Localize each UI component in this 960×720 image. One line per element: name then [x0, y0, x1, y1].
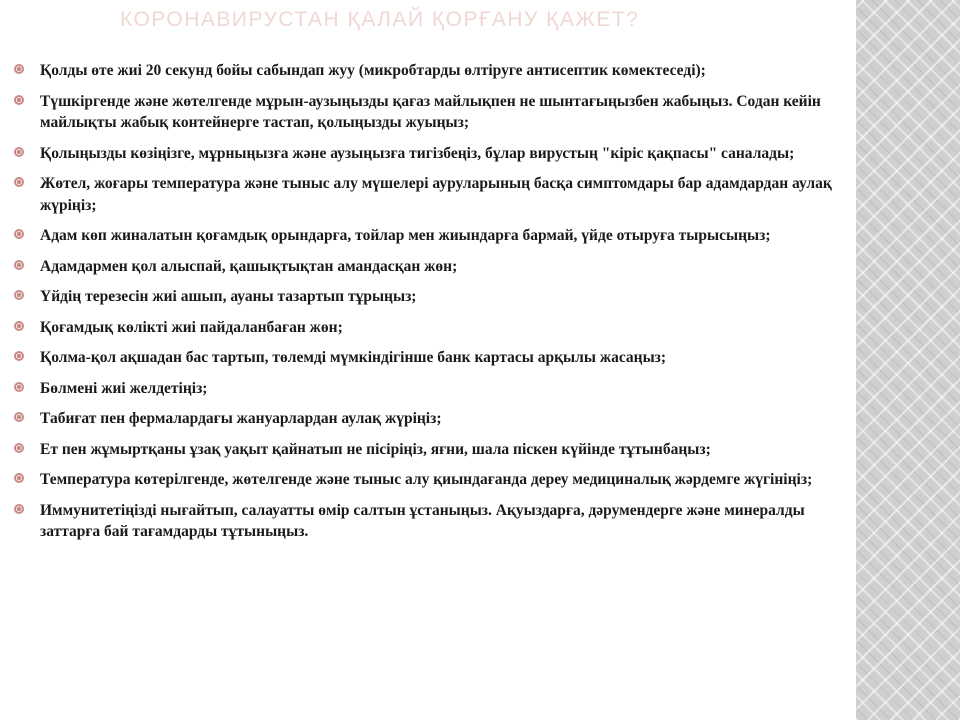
bullet-item	[14, 286, 850, 308]
bullet-item	[14, 91, 850, 134]
bullet-text: Иммунитетіңізді нығайтып, салауатты өмір салтын ұстаныңыз. Ақуыздарға, дәрумендерге және минералды заттарға бай тағамдарды тұтыныңыз.	[40, 501, 805, 540]
bullet-item	[14, 225, 850, 247]
decorative-side-panel	[856, 0, 960, 720]
bullet-item	[14, 60, 850, 82]
bullet-item	[14, 173, 850, 216]
circle-bullet-icon	[14, 290, 24, 300]
bullet-text: Қоғамдық көлікті жиі пайдаланбаған жөн;	[40, 318, 343, 336]
bullet-text: Жөтел, жоғары температура және тыныс алу мүшелері ауруларының басқа симптомдары бар адамдардан аулақ жүріңіз;	[40, 175, 832, 214]
circle-bullet-icon	[14, 147, 24, 157]
circle-bullet-icon	[14, 443, 24, 453]
circle-bullet-icon	[14, 412, 24, 422]
bullet-item	[14, 347, 850, 369]
bullet-item	[14, 408, 850, 430]
circle-bullet-icon	[14, 473, 24, 483]
bullet-text: Үйдің терезесін жиі ашып, ауаны тазартып тұрыңыз;	[40, 288, 417, 305]
bullet-item	[14, 317, 850, 339]
circle-bullet-icon	[14, 177, 24, 187]
bullet-text: Ет пен жұмыртқаны ұзақ уақыт қайнатып не пісіріңіз, яғни, шала піскен күйінде тұтынбаңыз;	[40, 440, 711, 458]
bullet-text: Қолды өте жиі 20 секунд бойы сабындап жуу (микробтарды өлтіруге антисептик көмектеседі);	[40, 62, 706, 79]
circle-bullet-icon	[14, 321, 24, 331]
circle-bullet-icon	[14, 95, 24, 105]
bullet-text: Қолма-қол ақшадан бас тартып, төлемді мүмкіндігінше банк картасы арқылы жасаңыз;	[40, 349, 667, 366]
bullet-text: Бөлмені жиі желдетіңіз;	[40, 379, 208, 397]
circle-bullet-icon	[14, 504, 24, 514]
slide-title: КОРОНАВИРУСТАН ҚАЛАЙ ҚОРҒАНУ ҚАЖЕТ?	[120, 8, 640, 31]
bullet-item	[14, 439, 850, 461]
bullet-item	[14, 469, 850, 491]
bullet-text: Түшкіргенде және жөтелгенде мұрын-аузыңызды қағаз майлықпен не шынтағыңызбен жабыңыз. Содан кейін майлықты жабық контейнерге тастап, қолыңызды жуыңыз;	[40, 92, 821, 131]
circle-bullet-icon	[14, 260, 24, 270]
circle-bullet-icon	[14, 64, 24, 74]
bullet-text: Температура көтерілгенде, жөтелгенде және тыныс алу қиындағанда дереу медициналық жәрдемге жүгініңіз;	[40, 471, 813, 488]
circle-bullet-icon	[14, 229, 24, 239]
bullet-item	[14, 500, 850, 543]
bullet-text: Табиғат пен фермалардағы жануарлардан аулақ жүріңіз;	[40, 410, 442, 427]
bullet-item	[14, 143, 850, 165]
bullet-text: Қолыңызды көзіңізге, мұрныңызға және аузыңызға тигізбеңіз, бұлар вирустың "кіріс қақпасы" саналады;	[40, 144, 795, 162]
bullet-list	[14, 60, 850, 552]
bullet-text: Адамдармен қол алыспай, қашықтықтан амандасқан жөн;	[40, 257, 458, 275]
circle-bullet-icon	[14, 351, 24, 361]
circle-bullet-icon	[14, 382, 24, 392]
bullet-item	[14, 378, 850, 400]
bullet-item	[14, 256, 850, 278]
bullet-text: Адам көп жиналатын қоғамдық орындарға, тойлар мен жиындарға бармай, үйде отыруға тырысыңыз;	[40, 227, 771, 244]
